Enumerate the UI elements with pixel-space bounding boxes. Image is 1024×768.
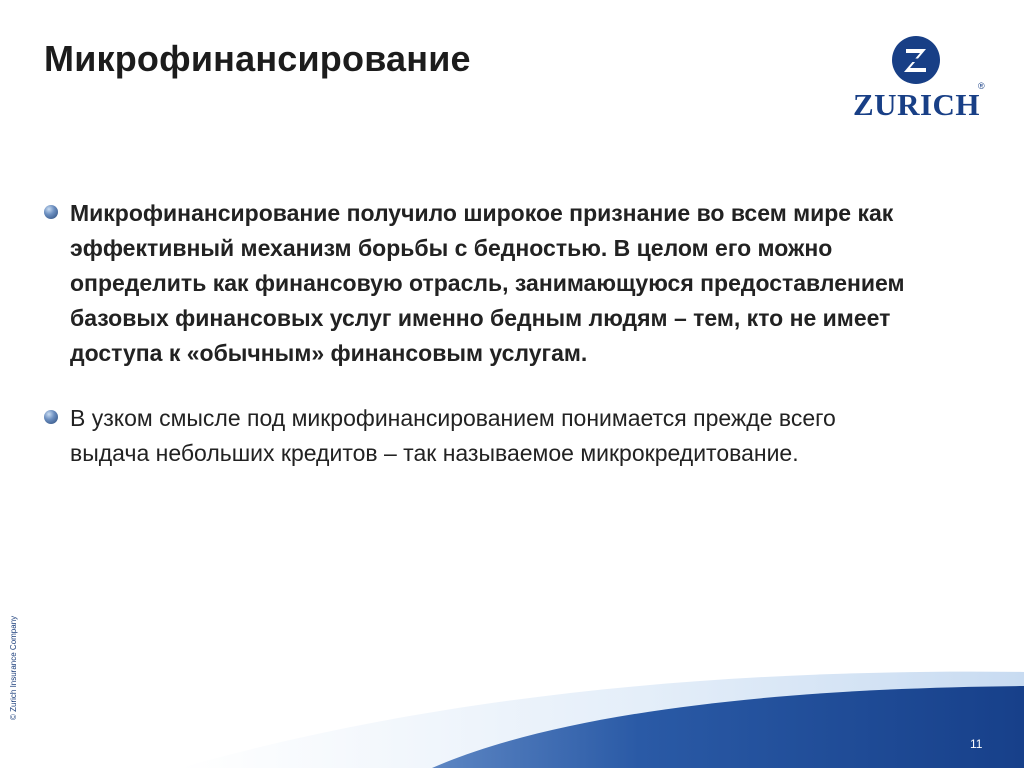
slide-title: Микрофинансирование (44, 38, 471, 79)
bullet-text: В узком смысле под микрофинансированием понимается прежде всего выдача небольших кредитов – так называемое микрокредитование. (70, 405, 836, 466)
page-number: 11 (970, 737, 983, 751)
bullet-text: Микрофинансирование получило широкое признание во всем мире как эффективный механизм борьбы с бедностью. В целом его можно определить как финансовую отрасль, занимающуюся предоставлением базовых финансовых услуг именно бедным людям – тем, кто не имеет доступа к «обычным» финансовым услугам. (70, 200, 905, 366)
logo-wordmark: ZURICH (853, 87, 981, 122)
copyright-notice: © Zurich Insurance Company (9, 615, 18, 720)
registered-mark: ® (978, 81, 985, 91)
